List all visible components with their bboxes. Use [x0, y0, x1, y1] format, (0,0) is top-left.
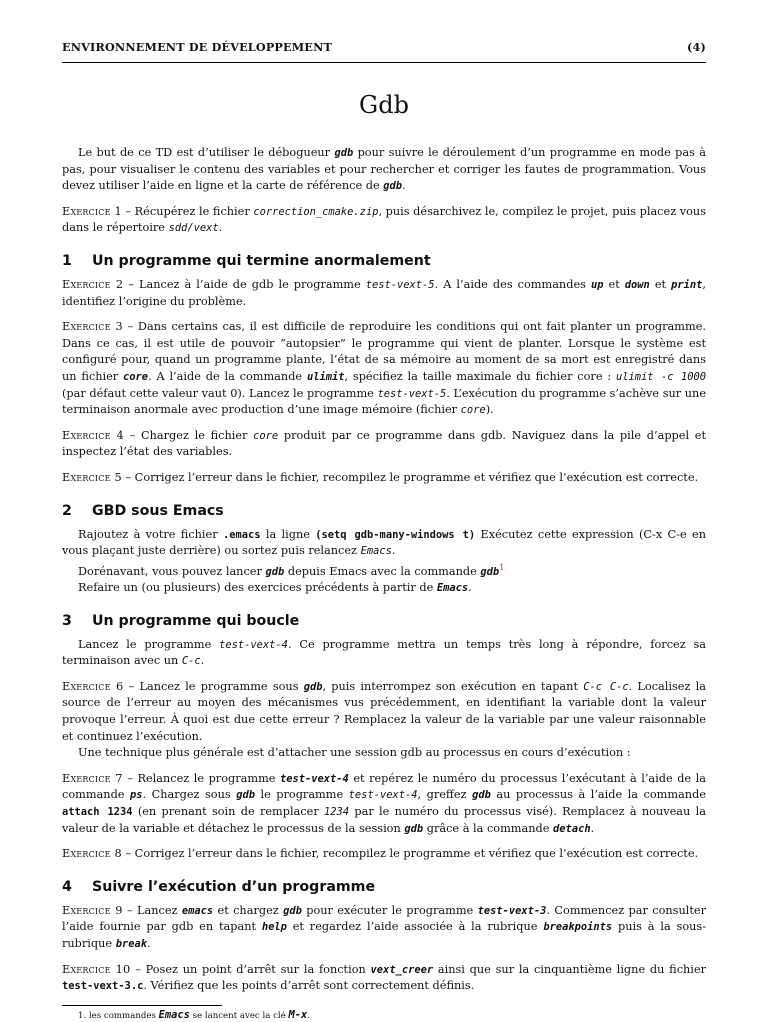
exercise-9: Exercice 9 – Lancez emacs et chargez gdb pour exécuter le programme test-vext-3. Commencez par consulter l’aide fournie par gdb en tapant help et regardez l’aide associée à la rubrique breakpoints puis à la sous-rubrique break. [62, 903, 707, 950]
exercise-label: Exercice 9 [62, 903, 123, 917]
exercise-7: Exercice 7 – Relancez le programme test-vext-4 et repérez le numéro du processus l’exécutant à l’aide de la commande ps. Chargez sous gdb le programme test-vext-4, greffez gdb au processus à l’aide la commande attach 1234 (en prenant soin de remplacer 1234 par le numéro du processus visé). Remplacez à nouveau la valeur de la variable et détachez le processus de la session gdb grâce à la commande detach. [62, 771, 706, 835]
exercise-label: Exercice 6 [62, 679, 124, 693]
emacs-paragraph-2: Dorénavant, vous pouvez lancer gdb depuis Emacs avec la commande gdb$^1$ [78, 562, 505, 578]
exercise-label: Exercice 7 [62, 771, 123, 785]
footnote-rule [62, 1005, 222, 1006]
exercise-10: Exercice 10 – Posez un point d’arrêt sur la fonction vext_creer ainsi que sur la cinquantième ligne du fichier test-vext-3.c. Vérifiez que les points d’arrêt sont correctement définis. [62, 962, 706, 993]
loop-paragraph: Lancez le programme test-vext-4. Ce programme mettra un temps très long à répondre, forcez sa terminaison avec un C-c. [62, 637, 706, 668]
document-page [62, 40, 706, 1022]
header-course-title: ENVIRONNEMENT DE DÉVELOPPEMENT [62, 40, 333, 54]
header-sheet-number: (4) [687, 40, 706, 54]
section-heading-1: 1 Un programme qui termine anormalement [62, 252, 431, 269]
exercise-label: Exercice 2 [62, 277, 124, 291]
exercise-4: Exercice 4 – Chargez le fichier core produit par ce programme dans gdb. Naviguez dans la pile d’appel et inspectez l’état des variables. [62, 428, 706, 459]
exercise-label: Exercice 8 [62, 847, 122, 861]
exercise-label: Exercice 4 [62, 428, 124, 442]
exercise-2: Exercice 2 – Lancez à l’aide de gdb le programme test-vext-5. A l’aide des commandes up et down et print, identifiez l’origine du problème. [62, 277, 706, 308]
section-heading-3: 3 Un programme qui boucle [62, 612, 300, 629]
exercise-6: Exercice 6 – Lancez le programme sous gdb, puis interrompez son exécution en tapant C-c C-c. Localisez la source de l’erreur au moyen des mécanismes vus précédemment, en identifiant la variable dont la valeur provoque l’erreur. À quoi est due cette erreur ? Remplacez la valeur de la variable par une valeur raisonnable et continuez l’exécution. [62, 679, 706, 743]
attach-intro-paragraph: Une technique plus générale est d’attacher une session gdb au processus en cours d’exécution : [78, 746, 631, 760]
exercise-5: Exercice 5 – Corrigez l’erreur dans le fichier, recompilez le programme et vérifiez que l’exécution est correcte. [62, 470, 699, 484]
emacs-paragraph-1: Rajoutez à votre fichier .emacs la ligne (setq gdb-many-windows t) Exécutez cette expression (C-x C-e en vous plaçant juste derrière) ou sortez puis relancez Emacs. [62, 527, 706, 558]
intro-paragraph: Le but de ce TD est d’utiliser le débogueur gdb pour suivre le déroulement d’un programme en mode pas à pas, pour visualiser le contenu des variables et pour rechercher et corriger les fautes de programmation. Vous devez utiliser l’aide en ligne et la carte de référence de gdb. [62, 146, 706, 193]
exercise-label: Exercice 3 [62, 320, 123, 334]
emacs-paragraph-3: Refaire un (ou plusieurs) des exercices précédents à partir de Emacs. [78, 581, 472, 595]
footnote: 1. les commandes Emacs se lancent avec la clé M-x. [78, 1008, 310, 1021]
exercise-label: Exercice 10 [62, 962, 131, 976]
running-header [62, 40, 706, 54]
exercise-3: Exercice 3 – Dans certains cas, il est difficile de reproduire les conditions qui ont fait planter un programme. Dans ce cas, il est utile de pouvoir “autopsier” le programme qui vient de planter. Lorsque le système est configuré pour, quand un programme plante, l’état de sa mémoire au moment de sa mort est enregistré dans un fichier core. A l’aide de la commande ulimit, spécifiez la taille maximale du fichier core : ulimit -c 1000 (par défaut cette valeur vaut 0). Lancez le programme test-vext-5. L’exécution du programme s’achève sur une terminaison anormale avec production d’une image mémoire (fichier core). [62, 320, 707, 417]
section-heading-2: 2 GBD sous Emacs [62, 502, 224, 519]
header-rule [62, 62, 706, 63]
exercise-1: Exercice 1 – Récupérez le fichier correction_cmake.zip, puis désarchivez le, compilez le projet, puis placez vous dans le répertoire sdd/vext. [62, 204, 706, 235]
footnote-marker[interactable]: 1 [499, 562, 505, 572]
page-title: Gdb [359, 91, 409, 119]
section-heading-4: 4 Suivre l’exécution d’un programme [62, 878, 376, 895]
exercise-label: Exercice 1 [62, 204, 122, 218]
exercise-label: Exercice 5 [62, 470, 122, 484]
exercise-8: Exercice 8 – Corrigez l’erreur dans le fichier, recompilez le programme et vérifiez que l’exécution est correcte. [62, 847, 699, 861]
